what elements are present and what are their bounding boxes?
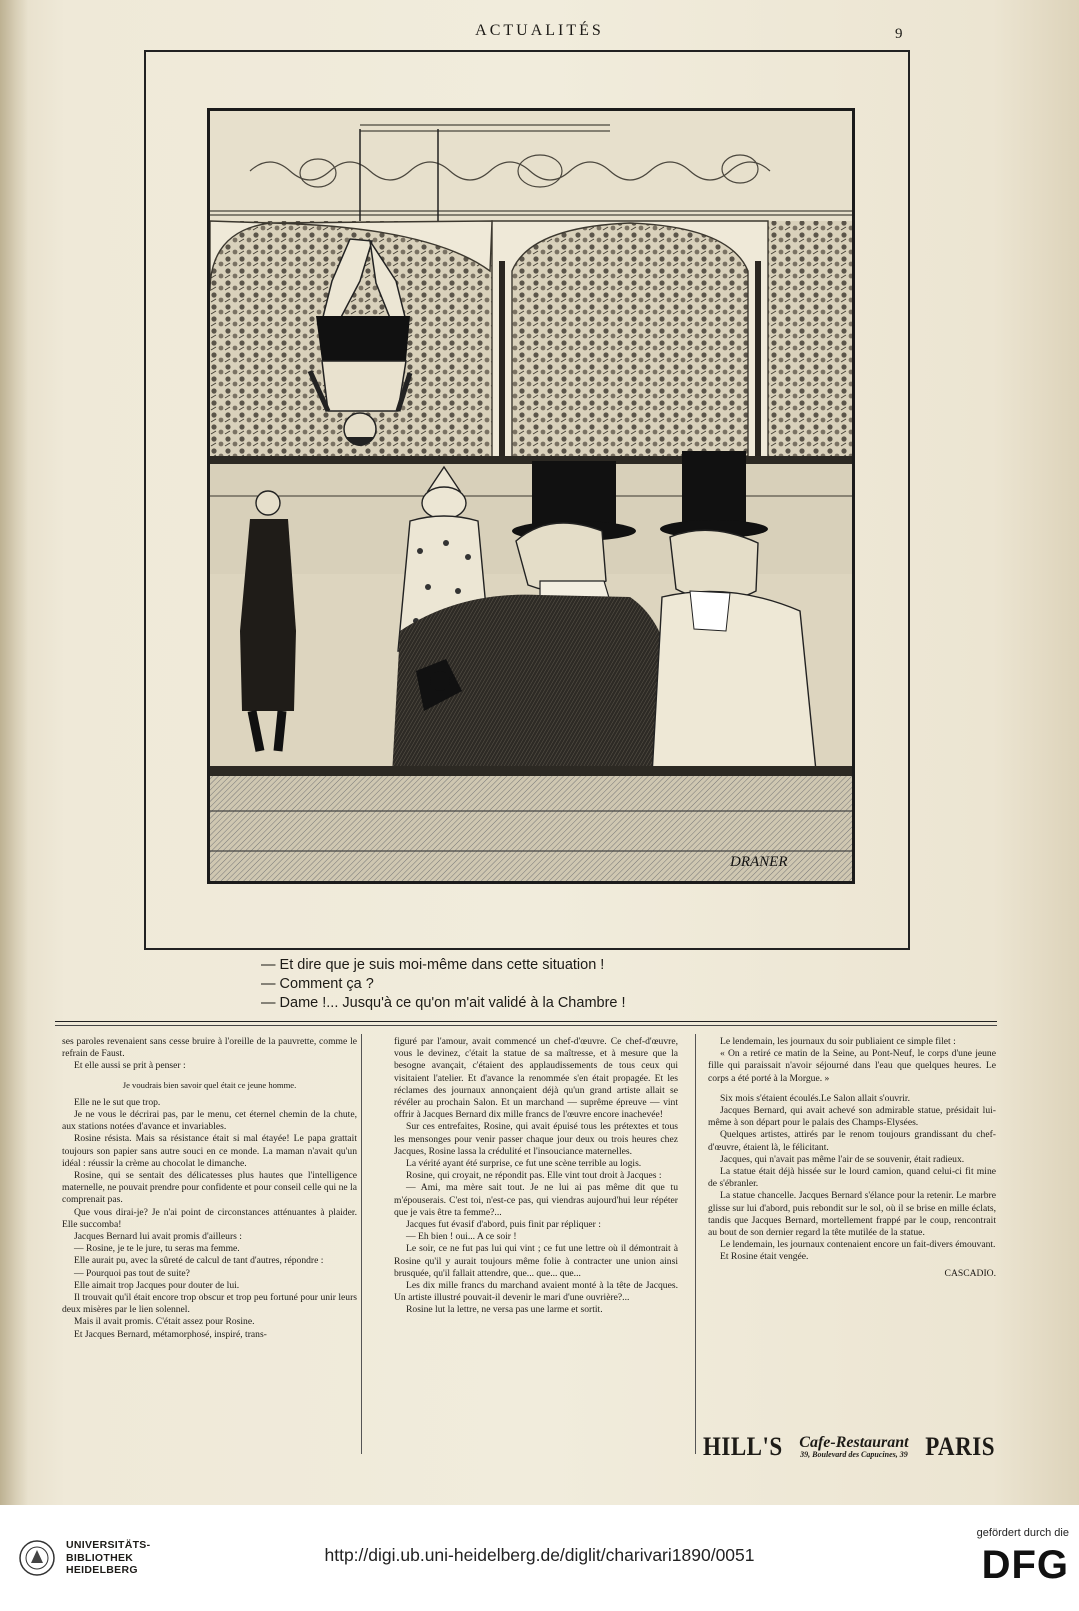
- paragraph: Quelques artistes, attirés par le renom toujours grandissant du chef-d'œuvre, étaient là, le félicitant.: [708, 1129, 996, 1153]
- running-title: ACTUALITÉS: [475, 22, 604, 39]
- paragraph: « On a retiré ce matin de la Seine, au Pont-Neuf, le corps d'une jeune fille qui paraissait n'avoir séjourné dans l'eau que quelques heures. Le corps a été porté à la Morgue. »: [708, 1048, 996, 1084]
- column-divider: [361, 1034, 362, 1454]
- paragraph: Il trouvait qu'il était encore trop obscur et trop peu fortuné pour unir leurs deux misères par le lien solennel.: [62, 1292, 357, 1316]
- text-column-2: [394, 1036, 678, 1317]
- paragraph: Le lendemain, les journaux du soir publiaient ce simple filet :: [720, 1036, 956, 1047]
- ad-name: Cafe-Restaurant: [799, 1434, 909, 1451]
- paragraph: Elle aurait pu, avec la sûreté de calcul de tant d'autres, répondre :: [74, 1255, 324, 1267]
- paragraph: Et Jacques Bernard, métamorphosé, inspiré, trans-: [74, 1328, 267, 1340]
- institution-line: HEIDELBERG: [66, 1564, 138, 1577]
- paragraph: — Eh bien ! oui... A ce soir !: [406, 1231, 517, 1243]
- paragraph: Six mois s'étaient écoulés.Le Salon allait s'ouvrir.: [720, 1092, 910, 1104]
- paragraph: Rosine, qui croyait, ne répondit pas. Elle vint tout droit à Jacques :: [406, 1170, 662, 1182]
- text-column-3: [708, 1036, 996, 1280]
- illustration-panel: [207, 108, 855, 884]
- funder-block: [959, 1527, 1069, 1588]
- dfg-logo: DFG: [981, 1543, 1069, 1587]
- ad-address: 39, Boulevard des Capucines, 39: [800, 1450, 908, 1459]
- paragraph: Je ne vous le décrirai pas, par le menu, cet éternel chemin de la chute, aux stations notées d'avance et invariables.: [62, 1109, 357, 1133]
- paragraph: Sur ces entrefaites, Rosine, qui avait épuisé tous les prétextes et tous les mensonges pour venir passer chaque jour deux ou trois heures chez Jacques, Rosine lassa la crédulité et l'insouciance maternelles.: [394, 1121, 678, 1157]
- hills-advertisement: [703, 1432, 995, 1462]
- paragraph: La statue était déjà hissée sur le lourd camion, quand celui-ci fit mine de s'ébranler.: [708, 1166, 996, 1190]
- paragraph-quote: Je voudrais bien savoir quel était ce jeune homme.: [122, 1079, 297, 1090]
- paragraph: Rosine, qui se sentait des délicatesses plus hautes que l'intelligence maternelle, ne pouvait prendre pour confidente et pour conseil celle qui ne la comprenait pas.: [62, 1170, 357, 1206]
- section-rule-thick: [55, 1021, 997, 1022]
- paragraph: La statue chancelle. Jacques Bernard s'élance pour la retenir. Le marbre glisse sur lui d'abord, puis rebondit sur le sol, où il se brise en mille éclats, tandis que Jacques Bernard, mortellement frappé par le coup, rencontrait au bout de son dernier regard la tête mutilée de la statue.: [708, 1190, 996, 1239]
- paragraph: — Rosine, je te le jure, tu seras ma femme.: [74, 1243, 240, 1255]
- paragraph: La vérité ayant été surprise, ce fut une scène terrible au logis.: [406, 1158, 642, 1170]
- artist-signature: DRANER: [730, 854, 788, 870]
- illustration-caption: [261, 956, 626, 1013]
- caption-line: — Dame !... Jusqu'à ce qu'on m'ait validé à la Chambre !: [261, 995, 626, 1011]
- paragraph: Et elle aussi se prit à penser :: [74, 1060, 186, 1072]
- column-divider: [695, 1034, 696, 1454]
- paragraph: Jacques Bernard, qui avait achevé son admirable statue, présidait lui-même à son départ pour le palais des Champs-Elysées.: [708, 1105, 996, 1129]
- section-rule-thin: [55, 1025, 997, 1026]
- permalink-url[interactable]: http://digi.ub.uni-heidelberg.de/diglit/charivari1890/0051: [324, 1545, 755, 1565]
- paragraph: Le lendemain, les journaux contenaient encore un fait-divers émouvant.: [720, 1239, 996, 1251]
- caption-line: — Comment ça ?: [261, 976, 374, 992]
- ad-city: PARIS: [925, 1432, 995, 1461]
- circus-illustration: [210, 111, 852, 881]
- funded-by-label: gefördert durch die: [976, 1527, 1069, 1539]
- paragraph: Rosine lut la lettre, ne versa pas une larme et sortit.: [406, 1304, 603, 1316]
- paragraph: Jacques fut évasif d'abord, puis finit par répliquer :: [406, 1219, 601, 1231]
- paragraph: Jacques, qui n'avait pas même l'air de se souvenir, était radieux.: [720, 1153, 965, 1165]
- caption-line: — Et dire que je suis moi-même dans cette situation !: [261, 957, 605, 973]
- paragraph: Rosine résista. Mais sa résistance était si mal étayée! Le papa grattait toujours son papier sans autre souci en ce monde. La maman n'avait qu'un idéal : réussir la crème au chocolat le dimanche.: [62, 1133, 357, 1169]
- paragraph: — Pourquoi pas tout de suite?: [74, 1267, 190, 1279]
- ad-brand: HILL'S: [703, 1432, 783, 1461]
- paragraph: Le soir, ce ne fut pas lui qui vint ; ce fut une lettre où il démontrait à Rosine qu'il y aurait toujours même folie à contracter une union ainsi brusquée, qu'il fallait attendre, que... que... que...: [394, 1243, 678, 1279]
- paragraph: Que vous dirai-je? Je n'ai point de circonstances atténuantes à plaider. Elle succomba!: [62, 1206, 357, 1230]
- paragraph: ses paroles revenaient sans cesse bruire à l'oreille de la pauvrette, comme le refrain de Faust.: [62, 1036, 357, 1060]
- paragraph: Mais il avait promis. C'était assez pour Rosine.: [74, 1316, 255, 1328]
- author-signature: CASCADIO.: [944, 1267, 996, 1279]
- paragraph: Elle ne le sut que trop.: [74, 1096, 161, 1108]
- paragraph: — Ami, ma mère sait tout. Je ne lui ai pas même dit que tu m'épouserais. C'est toi, n'est-ce pas, qui viendras aujourd'hui leur répéter que je vais être ta femme?...: [394, 1182, 678, 1218]
- paragraph: Les dix mille francs du marchand avaient monté à la tête de Jacques. Un artiste illustré pouvait-il devenir le mari d'une ouvrière?...: [394, 1280, 678, 1304]
- institution-line: BIBLIOTHEK: [66, 1551, 134, 1564]
- digitization-footer: [0, 1505, 1079, 1611]
- paragraph: figuré par l'amour, avait commencé un chef-d'œuvre. Ce chef-d'œuvre, vous le devinez, c'était la statue de sa maîtresse, et à mesure que la besogne avançait, c'étaient des applaudissements de tous ceux qui visitaient l'atelier. Et d'avance la renommée s'en était propagée. Et les réclames des journaux annonçaient déjà qu'un grand artiste allait se révéler au prochain Salon. Et un marchand — suprême épreuve — vint offrir à Jacques Bernard dix mille francs de l'œuvre encore inachevée!: [394, 1036, 678, 1121]
- paragraph: Jacques Bernard lui avait promis d'ailleurs :: [74, 1231, 242, 1243]
- ad-middle: [799, 1435, 908, 1459]
- paragraph: Et Rosine était vengée.: [720, 1251, 809, 1263]
- text-column-1: [62, 1036, 357, 1341]
- paragraph: Elle aimait trop Jacques pour douter de lui.: [74, 1279, 240, 1291]
- page-number: 9: [895, 26, 903, 42]
- page-spine-shadow: [0, 0, 28, 1505]
- institution-line: UNIVERSITÄTS-: [66, 1539, 151, 1552]
